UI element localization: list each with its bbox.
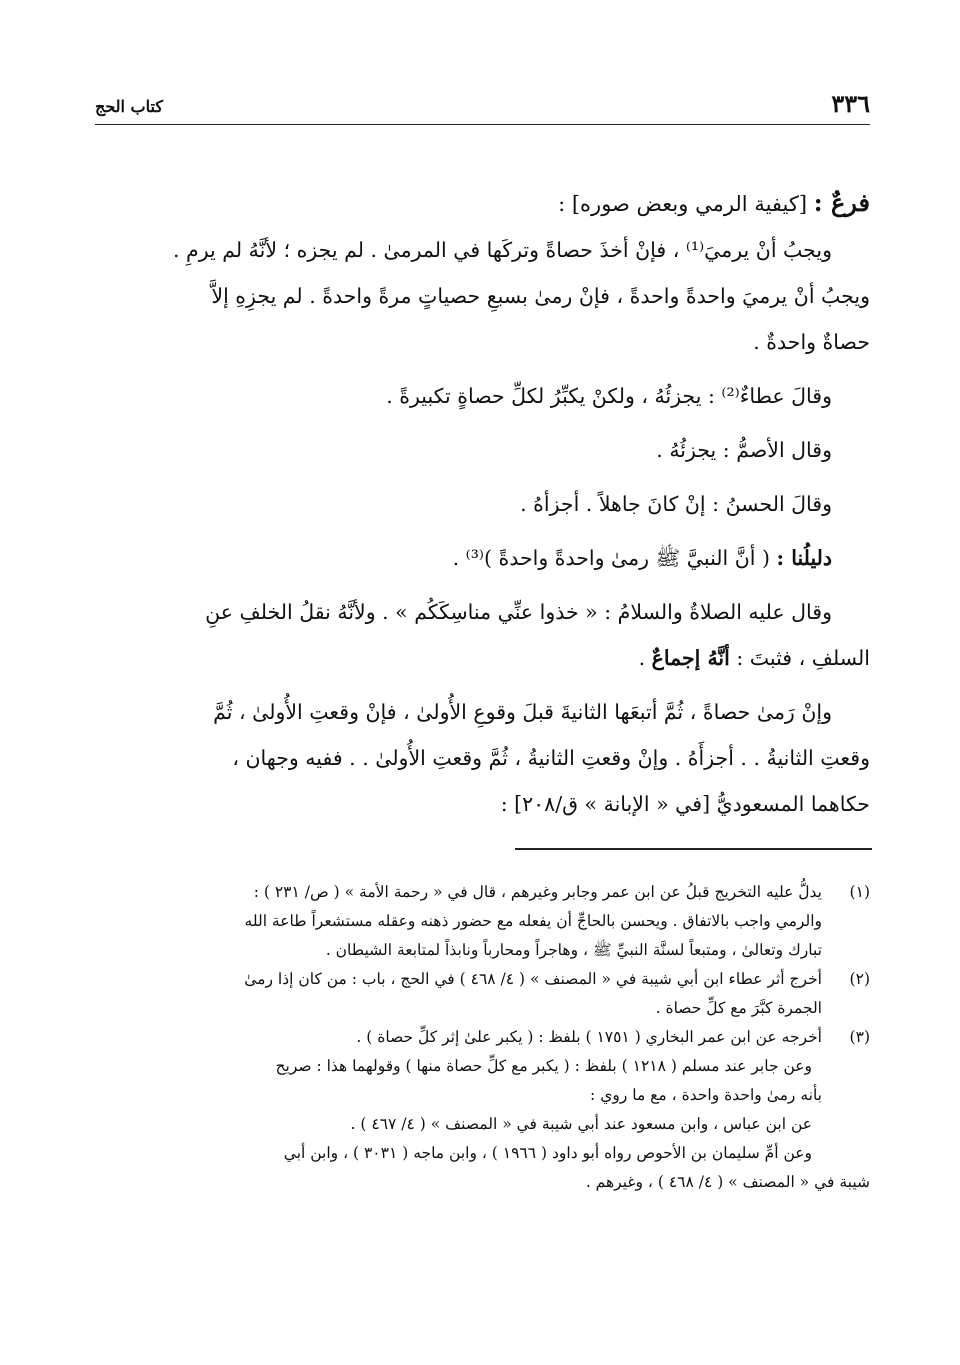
paragraph-line: وقعتِ الثانيةُ . . أجزأَهُ . وإنْ وقعتِ الثانيةُ ، ثُمَّ وقعتِ الأُولىٰ . . ففيه وجهان ،: [232, 746, 870, 770]
footnote-1: [95, 878, 870, 965]
footnote-line: أخرج أثر عطاء ابن أبي شيبة في « المصنف » ( ٤/ ٤٦٨ ) في الحج ، باب : من كان إذا رمىٰ: [244, 970, 822, 988]
footnote-number: (٣): [849, 1028, 870, 1046]
paragraph-2: وقالَ عطاءٌ⁽²⁾ : يجزئُهُ ، ولكنْ يكبِّرُ لكلِّ حصاةٍ تكبيرةً .: [386, 384, 832, 408]
bold-phrase: أنَّهُ إجماعٌ: [651, 646, 730, 670]
paragraph-1: [95, 227, 870, 365]
page-header: [95, 86, 870, 125]
evidence-text: ( أنَّ النبيَّ ﷺ رمىٰ واحدةً واحدةً )⁽³⁾ .: [452, 546, 777, 570]
evidence-label: دليلُنا :: [776, 546, 832, 570]
footnote-line: عن ابن عباس ، وابن مسعود عند أبي شيبة في « المصنف » ( ٤/ ٤٦٧ ) .: [350, 1115, 812, 1133]
footnote-2: [95, 965, 870, 1023]
paragraph-line: ويجبُ أنْ يرميَ واحدةً واحدةً ، فإنْ رمىٰ بسبعِ حصياتٍ مرةً واحدةً . لم يجزِهِ إلاَّ: [211, 284, 870, 308]
section-heading: [95, 180, 870, 227]
main-text: [95, 180, 870, 827]
footnotes: [95, 878, 870, 1197]
footnote-3: [95, 1023, 870, 1197]
paragraph-5: [95, 535, 870, 581]
footnote-line: والرمي واجب بالاتفاق . ويحسن بالحاجِّ أن يفعله مع حضور ذهنه وعقله مستشعراً طاعة الله: [244, 912, 822, 930]
heading-text: [كيفية الرمي وبعض صوره] :: [558, 192, 814, 216]
footnote-line: الجمرة كبَّرَ مع كلِّ حصاة .: [655, 999, 822, 1017]
paragraph-4: وقالَ الحسنُ : إنْ كانَ جاهلاً . أجزأهُ .: [520, 492, 832, 516]
footnote-number: (١): [849, 883, 870, 901]
footnote-line: وعن أمِّ سليمان بن الأحوص رواه أبو داود ( ١٩٦٦ ) ، وابن ماجه ( ٣٠٣١ ) ، وابن أبي: [283, 1144, 812, 1162]
footnote-line: وعن جابر عند مسلم ( ١٢١٨ ) بلفظ : ( يكبر مع كلِّ حصاة منها ) وقولهما هذا : صريح: [275, 1057, 812, 1075]
footnote-divider: [515, 848, 872, 850]
footnote-line: أخرجه عن ابن عمر البخاري ( ١٧٥١ ) بلفظ : ( يكبر علىٰ إثر كلِّ حصاة ) .: [356, 1028, 822, 1046]
paragraph-line: حكاهما المسعوديُّ [في « الإبانة » ق/٢٠٨] :: [500, 792, 870, 816]
footnote-line: يدلُّ عليه التخريج قبلُ عن ابن عمر وجابر وغيرهم ، قال في « رحمة الأمة » ( ص/ ٢٣١ ) :: [253, 883, 822, 901]
paragraph-7: [95, 689, 870, 827]
paragraph-line: حصاةٌ واحدةٌ .: [753, 330, 870, 354]
footnote-number: (٢): [849, 970, 870, 988]
footnote-line: تبارك وتعالىٰ ، ومتبعاً لسنَّة النبيِّ ﷺ ، وهاجراً ومحارباً ونابذاً لمتابعة الشيطان .: [325, 941, 822, 959]
paragraph-line: وإنْ رَمىٰ حصاةً ، ثُمَّ أتبعَها الثانيةَ قبلَ وقوعِ الأُولىٰ ، فإنْ وقعتِ الأُولىٰ ، ثُمَّ: [213, 700, 832, 724]
footnote-line: شيبة في « المصنف » ( ٤/ ٤٦٨ ) ، وغيرهم .: [585, 1173, 870, 1191]
heading-label: فرعٌ :: [813, 188, 870, 217]
paragraph-line: وقال عليه الصلاةُ والسلامُ : « خذوا عنِّي مناسِكَكُم » . ولأنَّهُ نقلُ الخلفِ عنِ: [205, 600, 832, 624]
running-title: كتاب الحج: [95, 97, 163, 116]
paragraph-line: السلفِ ، فثبتَ : أنَّهُ إجماعٌ .: [638, 646, 870, 670]
paragraph-3: وقال الأصمُّ : يجزئُهُ .: [656, 438, 832, 462]
paragraph-line: ويجبُ أنْ يرميَ⁽¹⁾ ، فإنْ أخذَ حصاةً وتركَها في المرمىٰ . لم يجزه ؛ لأنَّهُ لم يرمِ .: [173, 238, 832, 262]
paragraph-6: [95, 589, 870, 681]
page-number: ٣٣٦: [831, 89, 870, 118]
footnote-line: بأنه رمىٰ واحدة واحدة ، مع ما روي :: [590, 1086, 822, 1104]
